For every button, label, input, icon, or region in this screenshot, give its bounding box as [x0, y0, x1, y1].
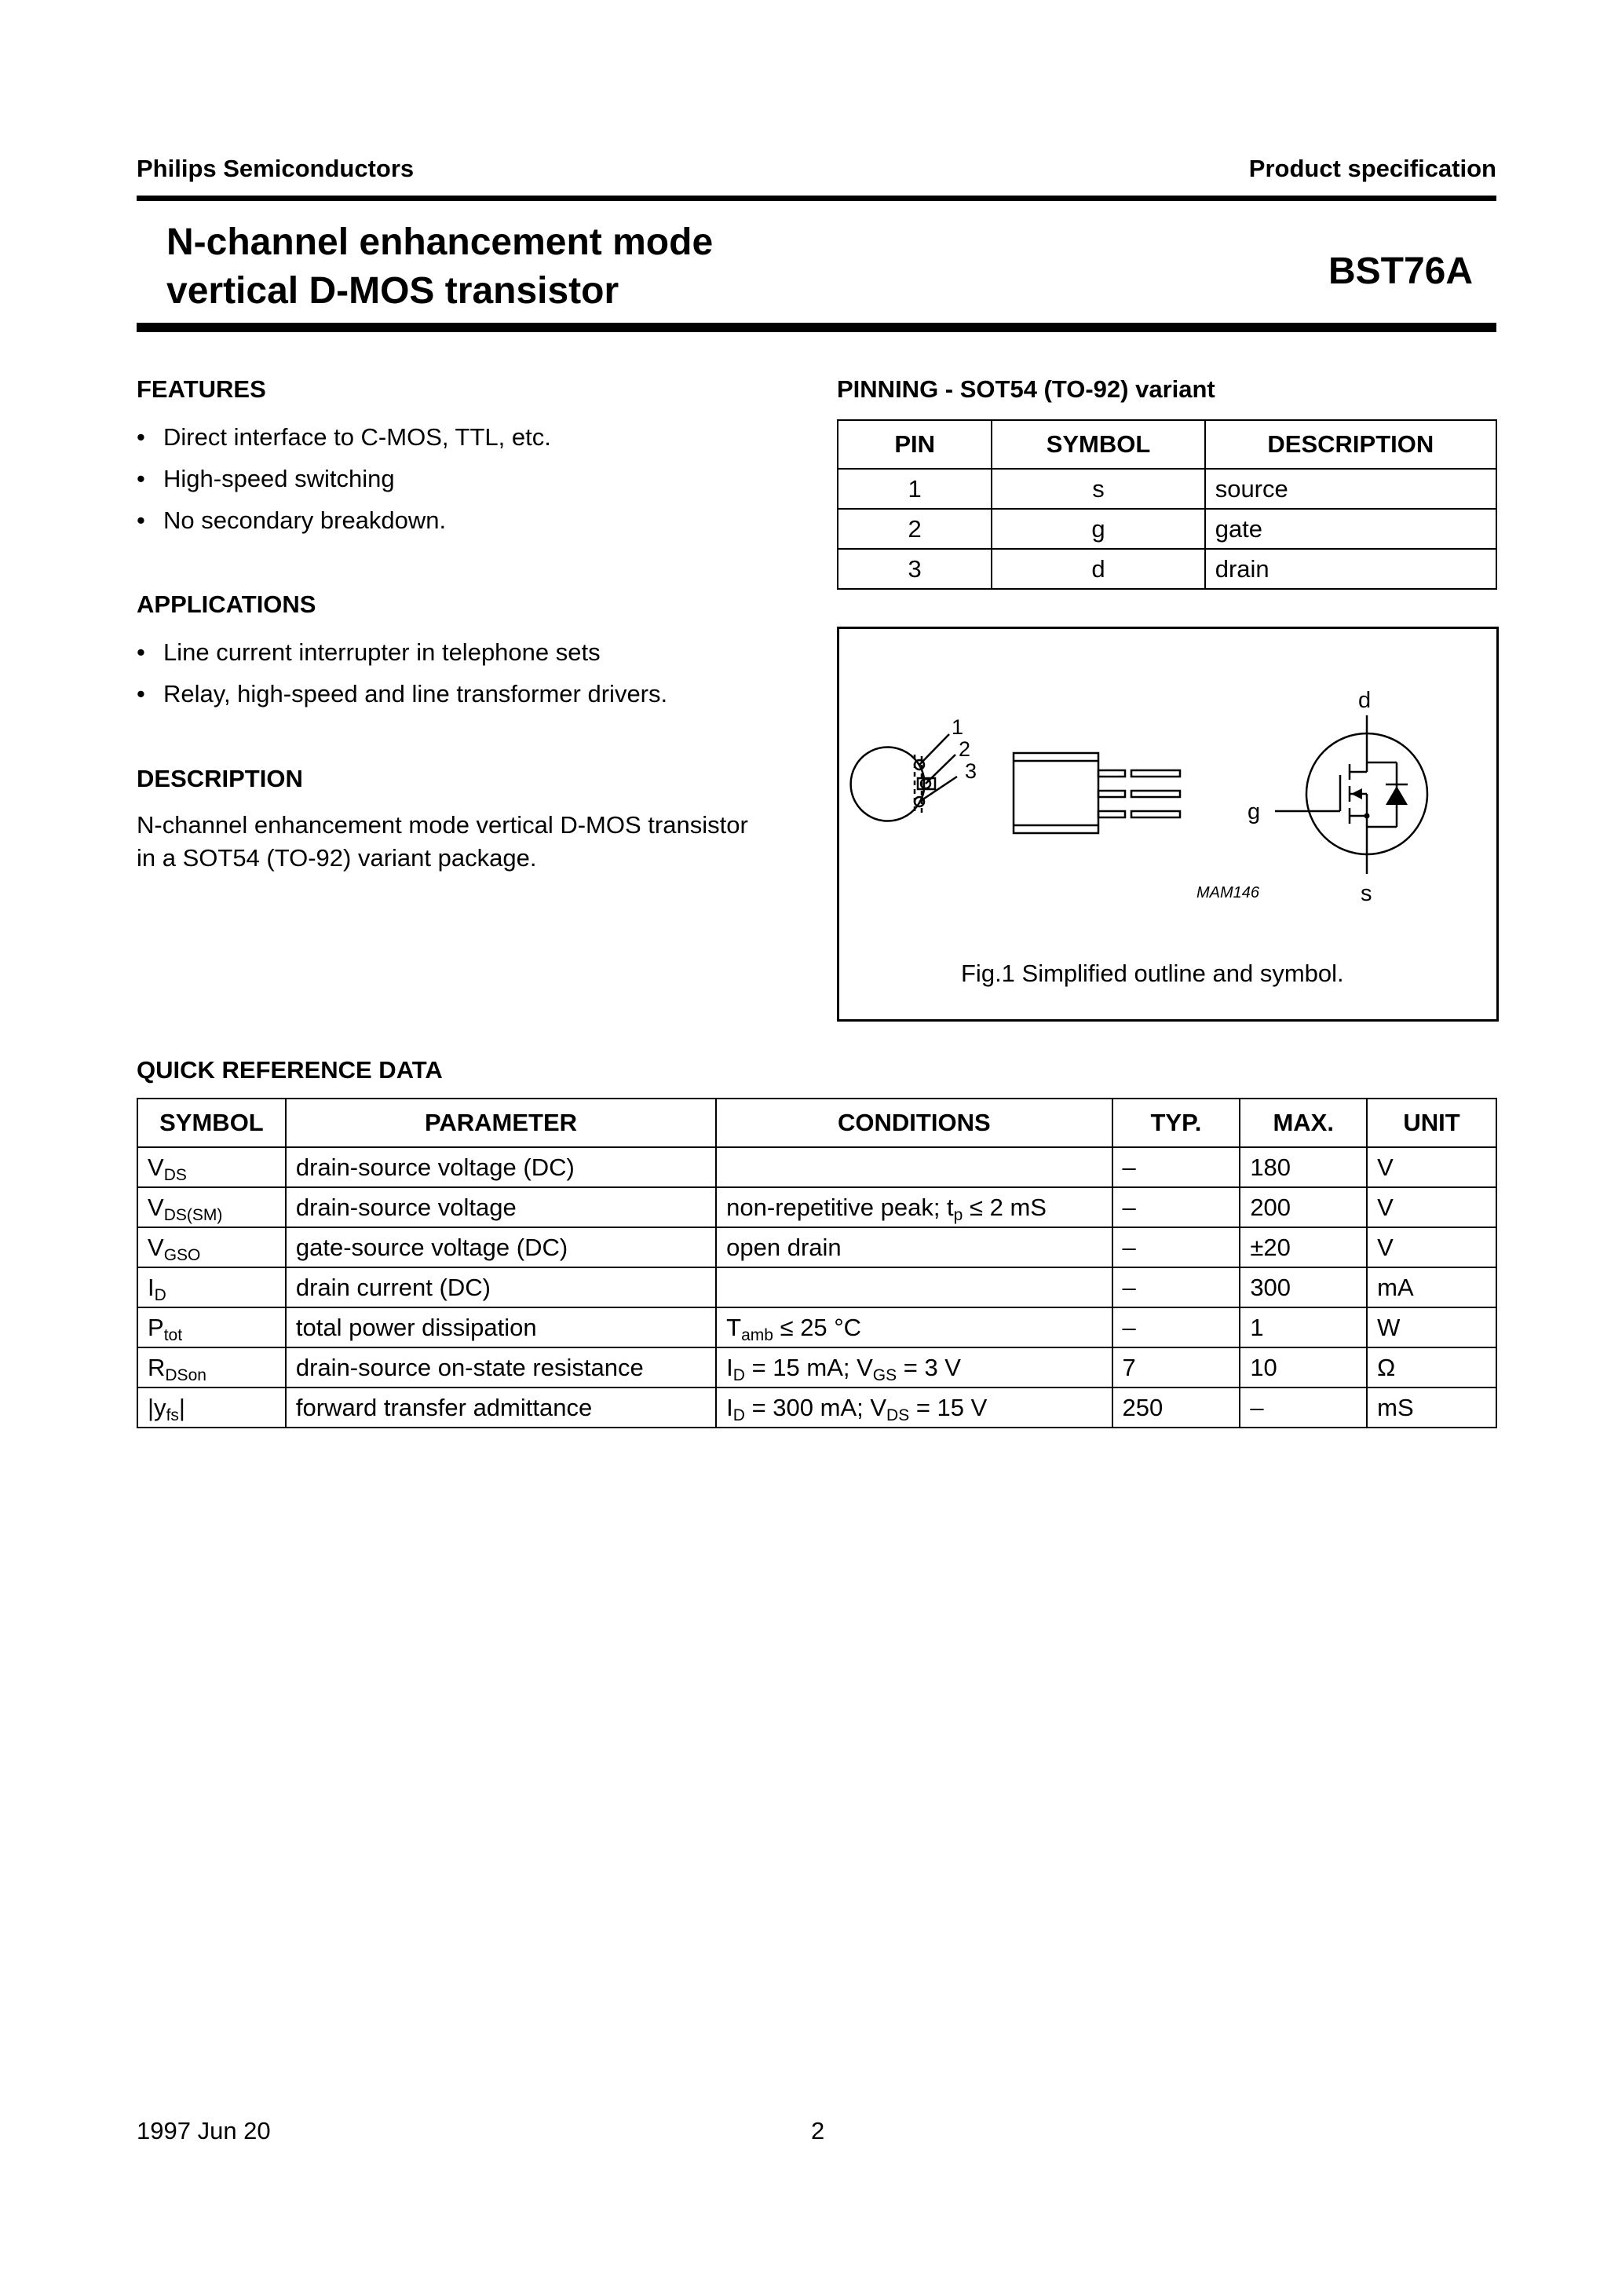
parameter-cell: total power dissipation: [286, 1307, 716, 1347]
unit-cell: V: [1367, 1187, 1496, 1227]
symbol-cell: [137, 1387, 286, 1428]
description-text: [137, 809, 748, 875]
junction-dot: [1364, 813, 1370, 819]
pin-description: gate: [1205, 509, 1496, 549]
figure-box: [837, 627, 1499, 1022]
conditions-cell: [716, 1147, 1112, 1187]
pin-symbol: d: [992, 549, 1204, 589]
company-name: Philips Semiconductors: [137, 155, 415, 182]
parameter-cell: gate-source voltage (DC): [286, 1227, 716, 1267]
title-line-2: vertical D-MOS transistor: [166, 270, 619, 312]
table-row: [137, 1187, 1496, 1227]
condition-text: ≤ 25 °C: [773, 1313, 862, 1341]
figure-code: MAM146: [1196, 884, 1260, 901]
max-cell: ±20: [1240, 1227, 1367, 1267]
symbol-subscript: fs: [166, 1406, 179, 1424]
list-item: • High-speed switching: [137, 458, 551, 499]
column-header-symbol: SYMBOL: [137, 1099, 286, 1147]
condition-text: I: [726, 1393, 733, 1421]
column-header-max: MAX.: [1240, 1099, 1367, 1147]
parameter-cell: drain-source voltage: [286, 1187, 716, 1227]
symbol-subscript: DS: [163, 1165, 187, 1184]
features-heading: FEATURES: [137, 375, 266, 403]
pin-number: 3: [838, 549, 992, 589]
max-cell: 10: [1240, 1347, 1367, 1387]
typ-cell: –: [1112, 1227, 1240, 1267]
symbol-cell: [137, 1347, 286, 1387]
symbol-cell: [137, 1267, 286, 1307]
symbol-main: V: [148, 1153, 164, 1181]
max-cell: 1: [1240, 1307, 1367, 1347]
symbol-main: V: [148, 1233, 164, 1261]
package-bottom-view: [851, 734, 957, 821]
outline-pin-label-3: 3: [965, 759, 977, 783]
symbol-cell: [137, 1307, 286, 1347]
condition-subscript: amb: [741, 1325, 773, 1344]
unit-cell: Ω: [1367, 1347, 1496, 1387]
symbol-main: P: [148, 1313, 164, 1341]
symbol-subscript: DS(SM): [163, 1205, 223, 1224]
symbol-cell: [137, 1227, 286, 1267]
symbol-subscript: D: [154, 1285, 166, 1304]
typ-cell: –: [1112, 1187, 1240, 1227]
document-type: Product specification: [1248, 155, 1496, 182]
condition-text: = 300 mA; V: [744, 1393, 887, 1421]
parameter-cell: drain-source on-state resistance: [286, 1347, 716, 1387]
condition-text: ≤ 2 mS: [963, 1193, 1047, 1221]
condition-subscript: D: [732, 1366, 745, 1384]
description-heading: DESCRIPTION: [137, 765, 303, 792]
condition-text: = 15 mA; V: [744, 1353, 873, 1381]
typ-cell: –: [1112, 1147, 1240, 1187]
unit-cell: mS: [1367, 1387, 1496, 1428]
figure-caption: Fig.1 Simplified outline and symbol.: [961, 960, 1344, 987]
pin-number: 1: [838, 469, 992, 509]
parameter-cell: forward transfer admittance: [286, 1387, 716, 1428]
conditions-cell: [716, 1227, 1112, 1267]
max-cell: 300: [1240, 1267, 1367, 1307]
description-line-2: in a SOT54 (TO-92) variant package.: [137, 844, 537, 872]
condition-text: = 15 V: [909, 1393, 988, 1421]
pin-description: drain: [1205, 549, 1496, 589]
condition-text: non-repetitive peak; t: [726, 1193, 954, 1221]
table-row: [838, 509, 1496, 549]
column-header-typ: TYP.: [1112, 1099, 1240, 1147]
unit-cell: V: [1367, 1147, 1496, 1187]
terminal-label-gate: g: [1248, 799, 1261, 824]
max-cell: 200: [1240, 1187, 1367, 1227]
type-number: BST76A: [1328, 250, 1473, 292]
condition-text: T: [726, 1313, 742, 1341]
table-row: [137, 1227, 1496, 1267]
pin-description: source: [1205, 469, 1496, 509]
conditions-cell: [716, 1267, 1112, 1307]
table-row: [137, 1267, 1496, 1307]
unit-cell: V: [1367, 1227, 1496, 1267]
pin-symbol: s: [992, 469, 1204, 509]
conditions-cell: [716, 1187, 1112, 1227]
table-row: [838, 549, 1496, 589]
parameter-cell: drain current (DC): [286, 1267, 716, 1307]
typ-cell: 250: [1112, 1387, 1240, 1428]
table-row: [137, 1147, 1496, 1187]
applications-heading: APPLICATIONS: [137, 590, 316, 618]
symbol-subscript: tot: [163, 1325, 183, 1344]
list-item: • Relay, high-speed and line transformer drivers.: [137, 673, 667, 715]
table-row: [137, 1387, 1496, 1428]
table-row: [137, 1307, 1496, 1347]
condition-text: I: [726, 1353, 733, 1381]
typ-cell: –: [1112, 1307, 1240, 1347]
column-header-parameter: PARAMETER: [286, 1099, 716, 1147]
symbol-cell: [137, 1147, 286, 1187]
list-item: • Line current interrupter in telephone sets: [137, 631, 667, 673]
pinning-header-symbol: SYMBOL: [992, 420, 1204, 469]
outline-pin-label-2: 2: [959, 737, 971, 761]
condition-subscript: DS: [886, 1406, 910, 1424]
pin-symbol: g: [992, 509, 1204, 549]
quick-reference-heading: QUICK REFERENCE DATA: [137, 1056, 443, 1084]
condition-subscript: p: [953, 1205, 963, 1224]
symbol-end: |: [178, 1393, 185, 1421]
package-side-view: [1014, 753, 1180, 833]
pinning-table: [837, 419, 1497, 590]
symbol-subscript: DSon: [165, 1366, 206, 1384]
unit-cell: W: [1367, 1307, 1496, 1347]
condition-subscript: D: [732, 1406, 745, 1424]
features-list: [137, 416, 551, 541]
conditions-cell: [716, 1307, 1112, 1347]
footer-date: 1997 Jun 20: [137, 2117, 271, 2144]
quick-reference-header-row: [137, 1099, 1496, 1147]
applications-list: [137, 631, 667, 715]
pinning-heading: PINNING - SOT54 (TO-92) variant: [837, 375, 1215, 403]
mosfet-arrow-icon: [1351, 788, 1362, 799]
list-item: • Direct interface to C-MOS, TTL, etc.: [137, 416, 551, 458]
quick-reference-body: [137, 1147, 1496, 1428]
conditions-cell: [716, 1347, 1112, 1387]
symbol-main: I: [148, 1273, 155, 1301]
parameter-cell: drain-source voltage (DC): [286, 1147, 716, 1187]
symbol-cell: [137, 1187, 286, 1227]
pin-number: 2: [838, 509, 992, 549]
quick-reference-table: [137, 1098, 1497, 1428]
typ-cell: 7: [1112, 1347, 1240, 1387]
condition-text: = 3 V: [897, 1353, 961, 1381]
symbol-main: R: [148, 1353, 166, 1381]
symbol-main: V: [148, 1193, 164, 1221]
description-line-1: N-channel enhancement mode vertical D-MOS transistor: [137, 811, 748, 839]
symbol-subscript: GSO: [163, 1245, 201, 1264]
table-row: [838, 469, 1496, 509]
typ-cell: –: [1112, 1267, 1240, 1307]
outline-and-symbol-drawing: [839, 629, 1496, 1019]
column-header-unit: UNIT: [1367, 1099, 1496, 1147]
pinning-header-pin: PIN: [838, 420, 992, 469]
document-title: [166, 218, 713, 316]
conditions-cell: [716, 1387, 1112, 1428]
list-item: • No secondary breakdown.: [137, 499, 551, 541]
mosfet-symbol: [1275, 715, 1427, 874]
outline-pin-label-1: 1: [952, 715, 964, 739]
body-diode-icon: [1386, 786, 1408, 805]
terminal-label-drain: d: [1358, 688, 1372, 713]
page-number: 2: [811, 2117, 825, 2144]
pinning-header-description: DESCRIPTION: [1205, 420, 1496, 469]
condition-subscript: GS: [872, 1366, 897, 1384]
max-cell: –: [1240, 1387, 1367, 1428]
header-rule-top: [137, 196, 1496, 201]
unit-cell: mA: [1367, 1267, 1496, 1307]
title-line-1: N-channel enhancement mode: [166, 221, 714, 263]
symbol-main: |y: [148, 1393, 166, 1421]
header-rule-bottom: [137, 323, 1496, 332]
table-row: [137, 1347, 1496, 1387]
column-header-conditions: CONDITIONS: [716, 1099, 1112, 1147]
terminal-label-source: s: [1361, 881, 1372, 906]
max-cell: 180: [1240, 1147, 1367, 1187]
condition-text: open drain: [726, 1233, 842, 1261]
